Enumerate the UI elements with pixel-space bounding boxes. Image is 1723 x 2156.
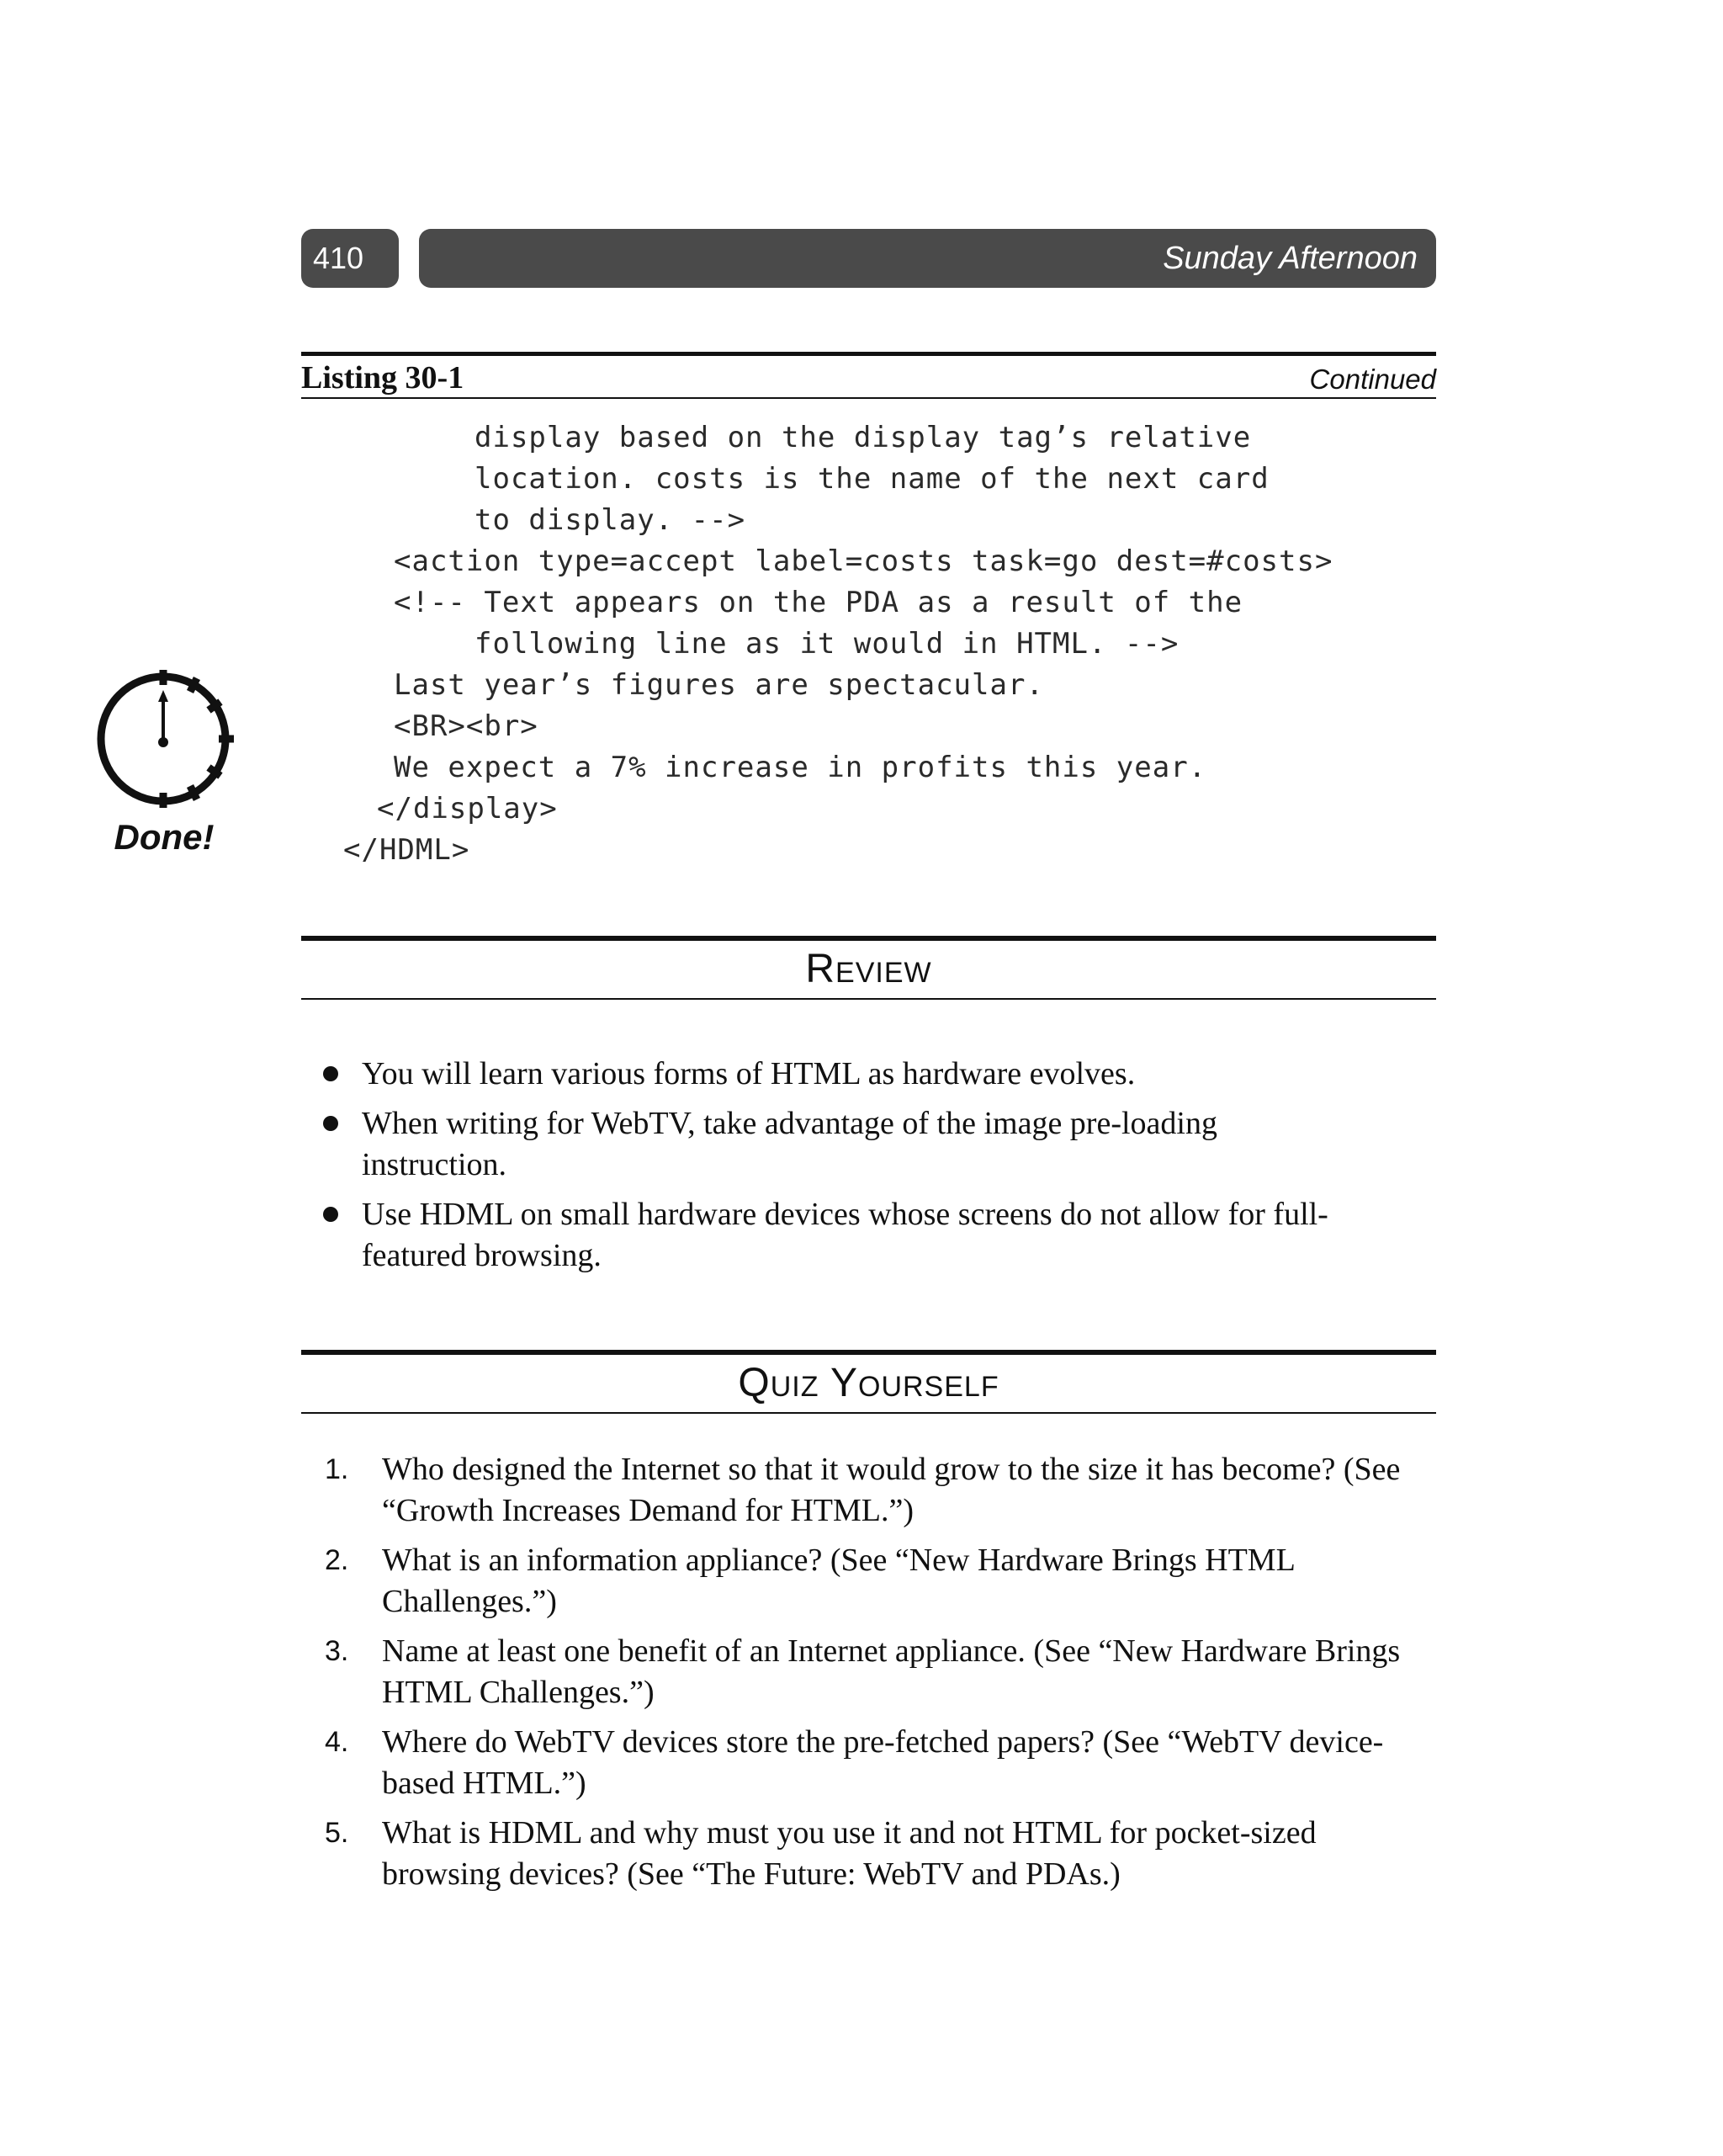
code-line: </display> [377,792,558,826]
quiz-question: Name at least one benefit of an Internet appliance. (See “New Hardware Brings HTML Challenges.”) [382,1633,1401,1710]
quiz-item [320,1722,1422,1804]
review-list [320,1054,1413,1285]
quiz-question: What is an information appliance? (See “New Hardware Brings HTML Challenges.”) [382,1543,1295,1619]
code-line: location. costs is the name of the next card [474,462,1270,496]
code-line: <action type=accept label=costs task=go dest=#costs> [394,544,1333,578]
quiz-item [320,1813,1422,1895]
bullet-icon [323,1116,338,1131]
review-item-text: Use HDML on small hardware devices whose screens do not allow for full-featured browsing. [362,1197,1328,1273]
quiz-question: What is HDML and why must you use it and not HTML for pocket-sized browsing devices? (See “The Future: WebTV and PDAs.) [382,1815,1317,1892]
code-line: We expect a 7% increase in profits this year. [394,751,1207,784]
bullet-icon [323,1066,338,1081]
review-item [320,1103,1338,1186]
quiz-number: 5. [325,1817,349,1849]
code-line: </HDML> [343,833,470,867]
quiz-question: Where do WebTV devices store the pre-fetched papers? (See “WebTV device-based HTML.”) [382,1724,1384,1801]
code-line: display based on the display tag’s relative [474,421,1252,454]
done-label: Done! [114,817,215,857]
stopwatch-icon [93,658,244,810]
quiz-item [320,1631,1422,1713]
bullet-icon [323,1207,338,1222]
listing-header [301,352,1436,399]
quiz-number: 1. [325,1453,349,1485]
code-line: following line as it would in HTML. --> [474,627,1180,661]
quiz-number: 2. [325,1544,349,1576]
code-line: <BR><br> [394,709,538,743]
quiz-item [320,1449,1422,1532]
code-line: to display. --> [474,503,746,537]
running-head: Sunday Afternoon [419,229,1436,288]
review-item [320,1054,1338,1095]
code-line: <!-- Text appears on the PDA as a result of the [394,586,1243,619]
listing-continued-label: Continued [1309,364,1436,395]
quiz-heading: Quiz Yourself [301,1350,1436,1414]
review-item [320,1194,1338,1277]
quiz-item [320,1540,1422,1622]
quiz-number: 3. [325,1635,349,1667]
code-line: Last year’s figures are spectacular. [394,668,1044,702]
review-item-text: You will learn various forms of HTML as hardware evolves. [362,1056,1136,1091]
page-number: 410 [301,229,399,288]
quiz-question: Who designed the Internet so that it would grow to the size it has become? (See “Growth Increases Demand for HTML.”) [382,1452,1401,1528]
review-heading: Review [301,936,1436,1000]
quiz-number: 4. [325,1726,349,1758]
quiz-list [320,1449,1422,1904]
listing-title: Listing 30-1 [301,360,464,396]
review-item-text: When writing for WebTV, take advantage of the image pre-loading instruction. [362,1106,1217,1182]
